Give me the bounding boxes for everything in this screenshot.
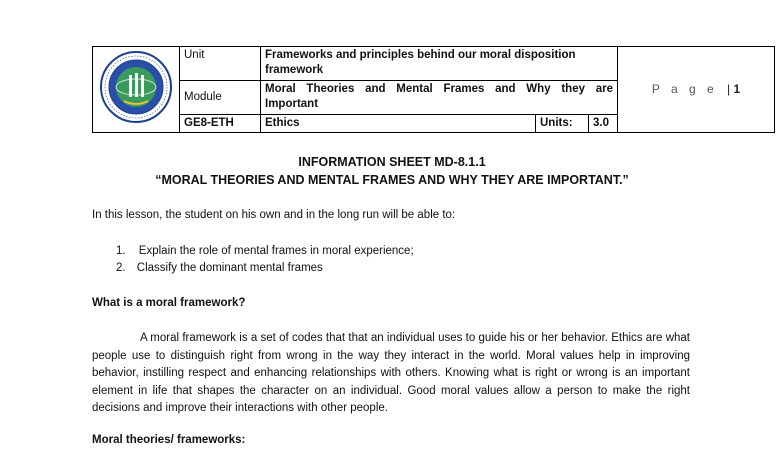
section-heading: What is a moral framework?: [92, 297, 246, 309]
section-paragraph: A moral framework is a set of codes that that an individual uses to guide his or her behavior. Ethics are what people use to distinguish right from wrong in the way they interact in the world. Moral values help in improving behavior, instilling respect and enhancing relationships with others. Knowing what is right or wrong is an important element in life that shapes the character on an individual. Good moral values allow a person to make the right decisions and improve their interactions with other people.: [92, 332, 690, 415]
intro-text: In this lesson, the student on his own and in the long run will be able to:: [92, 209, 456, 221]
list-number: 1.: [116, 245, 126, 257]
module-value: Moral Theories and Mental Frames and Why they are Important: [261, 80, 618, 114]
logo-cell: [93, 47, 180, 133]
list-item: [116, 260, 323, 277]
list-text: Explain the role of mental frames in moral experience;: [138, 245, 414, 257]
section-heading-2: Moral theories/ frameworks:: [92, 434, 246, 446]
list-text: Classify the dominant mental frames: [136, 262, 323, 274]
subject-name: Ethics: [261, 114, 536, 132]
units-label: Units:: [536, 114, 589, 132]
module-label: Module: [180, 80, 261, 114]
unit-label: Unit: [180, 47, 261, 81]
page-cell: P a g e | 1: [618, 47, 775, 133]
header-table: [92, 46, 775, 133]
page-word: P a g e: [651, 82, 718, 96]
institution-seal-icon: [98, 49, 174, 125]
course-code: GE8-ETH: [180, 114, 261, 132]
module-value-line: Moral Theories and Mental Frames and Why they are: [265, 82, 613, 95]
sheet-subtitle: “MORAL THEORIES AND MENTAL FRAMES AND WHY THEY ARE IMPORTANT.”: [155, 173, 629, 187]
units-value: 3.0: [589, 114, 618, 132]
unit-value: Frameworks and principles behind our moral disposition framework: [261, 47, 618, 81]
list-item: [116, 243, 414, 260]
page-number: 1: [733, 82, 741, 96]
list-number: 2.: [116, 262, 126, 274]
sheet-title: INFORMATION SHEET MD-8.1.1: [298, 155, 486, 169]
